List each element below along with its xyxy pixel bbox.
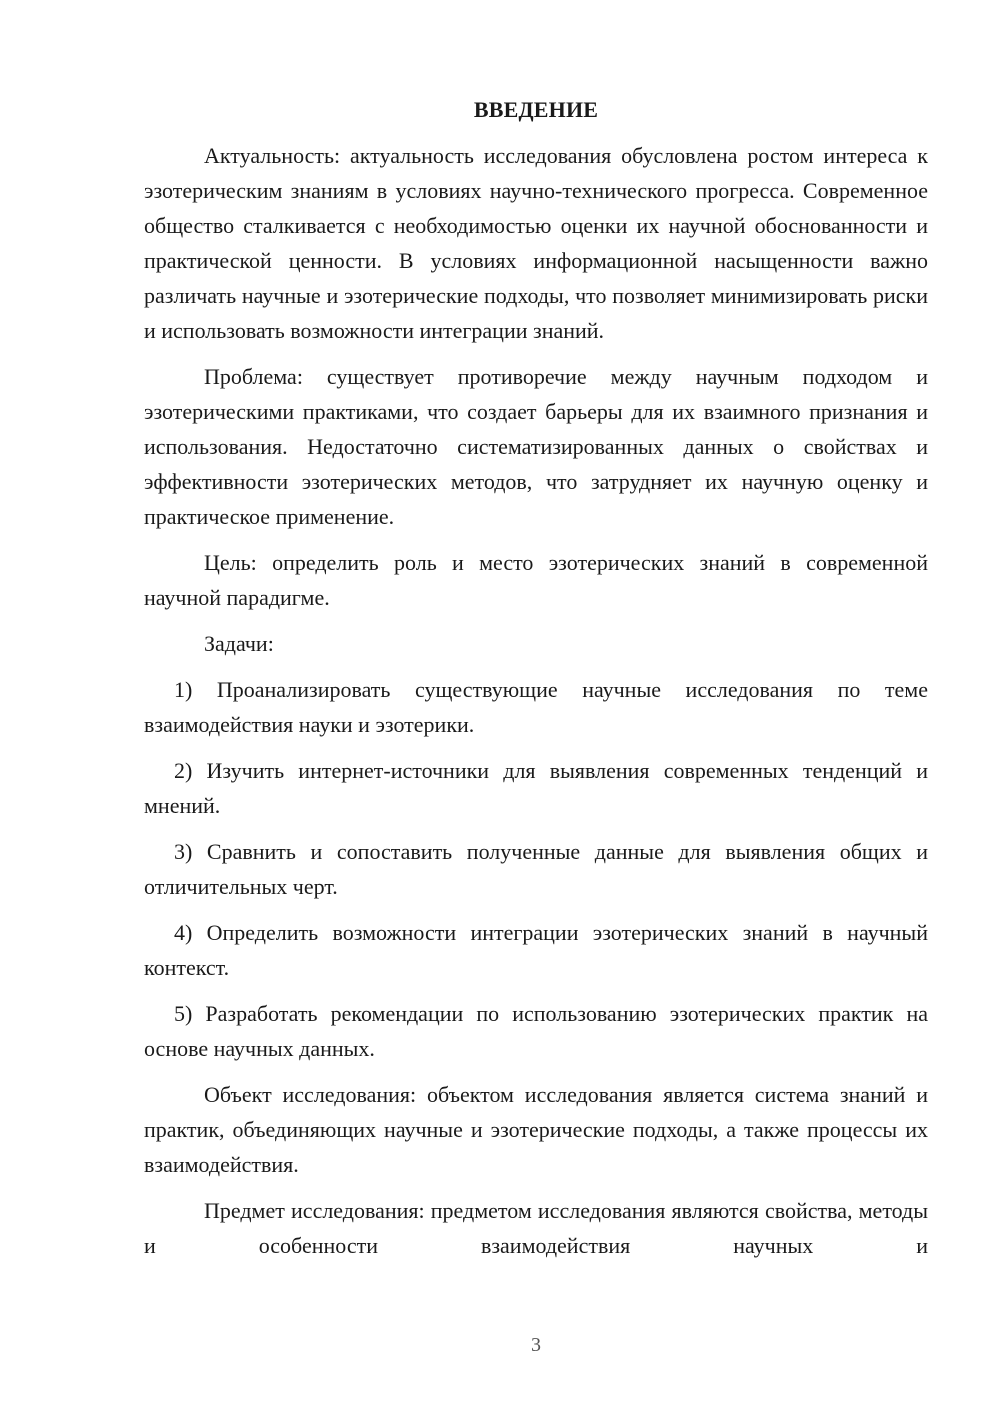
paragraph-subject: Предмет исследования: предметом исследования являются свойства, методы и особенности взаимодействия научных и bbox=[144, 1198, 928, 1258]
task-item-1: 1) Проанализировать существующие научные исследования по теме взаимодействия науки и эзотерики. bbox=[144, 677, 928, 737]
task-item-5: 5) Разработать рекомендации по использованию эзотерических практик на основе научных данных. bbox=[144, 1001, 928, 1061]
paragraph-object: Объект исследования: объектом исследования является система знаний и практик, объединяющих научные и эзотерические подходы, а также процессы их взаимодействия. bbox=[144, 1082, 928, 1177]
section-heading: ВВЕДЕНИЕ bbox=[473, 97, 599, 122]
page-number: 3 bbox=[531, 1334, 541, 1356]
task-item-4: 4) Определить возможности интеграции эзотерических знаний в научный контекст. bbox=[144, 920, 928, 980]
document-page bbox=[144, 92, 928, 1263]
paragraph-problem: Проблема: существует противоречие между научным подходом и эзотерическими практиками, что создает барьеры для их взаимного признания и использования. Недостаточно систематизированных данных о свойствах и эффективности эзотерических методов, что затрудняет их научную оценку и практическое применение. bbox=[144, 364, 928, 529]
task-item-2: 2) Изучить интернет-источники для выявления современных тенденций и мнений. bbox=[144, 758, 928, 818]
task-item-3: 3) Сравнить и сопоставить полученные данные для выявления общих и отличительных черт. bbox=[144, 839, 928, 899]
paragraph-goal: Цель: определить роль и место эзотерических знаний в современной научной парадигме. bbox=[144, 550, 928, 610]
tasks-label: Задачи: bbox=[204, 631, 274, 656]
paragraph-relevance: Актуальность: актуальность исследования обусловлена ростом интереса к эзотерическим знаниям в условиях научно-технического прогресса. Современное общество сталкивается с необходимостью оценки их научной обоснованности и практической ценности. В условиях информационной насыщенности важно различать научные и эзотерические подходы, что позволяет минимизировать риски и использовать возможности интеграции знаний. bbox=[144, 143, 928, 343]
